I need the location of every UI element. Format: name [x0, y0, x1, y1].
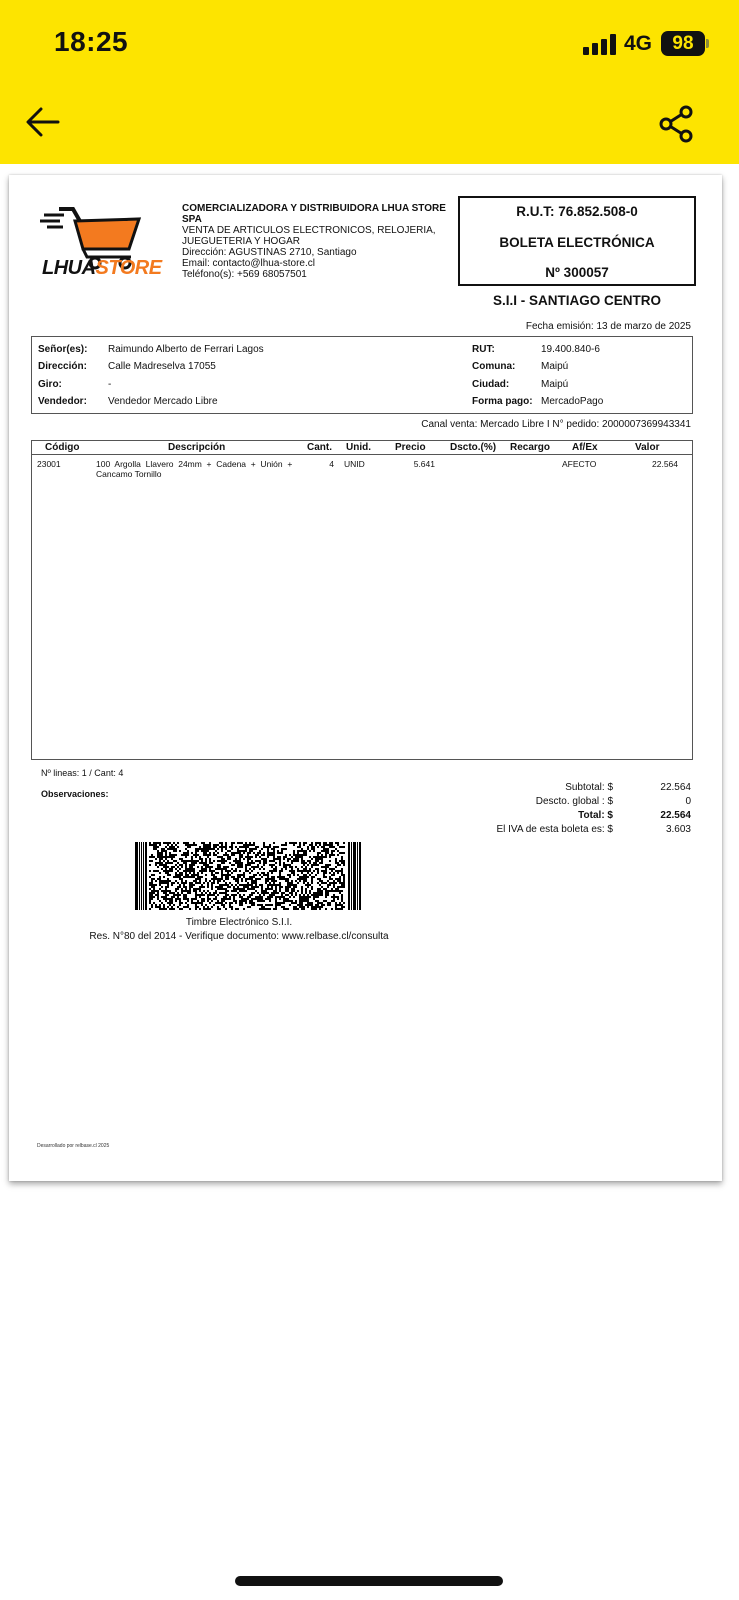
company-address: Dirección: AGUSTINAS 2710, Santiago — [182, 247, 357, 258]
senor-label: Señor(es): — [38, 344, 88, 355]
pago-value: MercadoPago — [541, 396, 604, 407]
iva-label: El IVA de esta boleta es: $ — [496, 824, 613, 835]
descto-label: Descto. global : $ — [535, 796, 613, 807]
col-descripcion: Descripción — [168, 442, 226, 453]
descto-value: 0 — [685, 796, 691, 807]
share-icon — [656, 104, 696, 144]
col-precio: Precio — [395, 442, 426, 453]
subtotal-label: Subtotal: $ — [565, 782, 613, 793]
col-codigo: Código — [45, 442, 80, 453]
direccion-label: Dirección: — [38, 361, 87, 372]
row-cant: 4 — [329, 459, 334, 469]
battery-icon: 98 — [661, 31, 705, 56]
col-valor: Valor — [635, 442, 660, 453]
sii-office: S.I.I - SANTIAGO CENTRO — [492, 293, 661, 308]
iva-value: 3.603 — [665, 824, 691, 835]
timbre-line2: Res. N°80 del 2014 - Verifique documento: www.relbase.cl/consulta — [89, 931, 389, 942]
senor-value: Raimundo Alberto de Ferrari Lagos — [108, 344, 264, 355]
comuna-value: Maipú — [541, 361, 569, 372]
col-recargo: Recargo — [510, 442, 551, 453]
col-cant: Cant. — [307, 442, 332, 453]
document-number: Nº 300057 — [545, 265, 609, 280]
rut-box — [458, 196, 696, 286]
share-button[interactable] — [656, 104, 696, 144]
row-valor: 22.564 — [652, 459, 678, 469]
company-name: COMERCIALIZADORA Y DISTRIBUIDORA LHUA STORE SPA — [182, 203, 446, 225]
client-info-box — [31, 336, 693, 414]
timbre-line1: Timbre Electrónico S.I.I. — [185, 917, 293, 928]
footer-credit: Desarrollado por relbase.cl 2025 — [37, 1143, 110, 1149]
status-time: 18:25 — [54, 26, 129, 57]
ciudad-label: Ciudad: — [472, 379, 510, 390]
document-type: BOLETA ELECTRÓNICA — [499, 235, 655, 250]
col-unid: Unid. — [346, 442, 371, 453]
home-indicator[interactable] — [235, 1576, 503, 1586]
vendedor-value: Vendedor Mercado Libre — [108, 396, 218, 407]
top-bar — [0, 0, 739, 164]
battery-tip — [706, 39, 709, 48]
company-activity: VENTA DE ARTICULOS ELECTRONICOS, RELOJERIA, JUEGUETERIA Y HOGAR — [182, 225, 436, 247]
ciudad-value: Maipú — [541, 379, 569, 390]
header-divider — [32, 454, 692, 455]
back-button[interactable] — [24, 104, 64, 140]
items-table — [31, 440, 693, 760]
observaciones-label: Observaciones: — [41, 789, 109, 799]
row-codigo: 23001 — [37, 459, 61, 469]
total-value: 22.564 — [660, 810, 691, 821]
lines-count: Nº lineas: 1 / Cant: 4 — [41, 768, 124, 778]
sales-channel: Canal venta: Mercado Libre I N° pedido: 2000007369943341 — [421, 419, 691, 430]
row-desc-line2: Cancamo Tornillo — [96, 469, 162, 479]
row-desc-line1: 100 Argolla Llavero 24mm + Cadena + Unión + — [96, 459, 293, 469]
col-afex: Af/Ex — [572, 442, 598, 453]
network-type: 4G — [624, 32, 653, 55]
row-unid: UNID — [344, 459, 365, 469]
pago-label: Forma pago: — [472, 396, 533, 407]
direccion-value: Calle Madreselva 17055 — [108, 361, 216, 372]
cellular-signal-icon — [583, 33, 619, 55]
row-afex: AFECTO — [562, 459, 597, 469]
giro-value: - — [108, 379, 112, 390]
logo-wordmark: LHUASTORE — [42, 257, 162, 279]
row-precio: 5.641 — [413, 459, 435, 469]
col-dscto: Dscto.(%) — [450, 442, 497, 453]
arrow-left-icon — [24, 104, 64, 140]
rut-value: 19.400.840-6 — [541, 344, 600, 355]
invoice-document[interactable] — [9, 175, 722, 1181]
subtotal-value: 22.564 — [660, 782, 691, 793]
giro-label: Giro: — [38, 379, 62, 390]
company-info — [182, 203, 452, 280]
company-email: Email: contacto@lhua-store.cl — [182, 258, 315, 269]
comuna-label: Comuna: — [472, 361, 516, 372]
rut-label: RUT: — [472, 344, 495, 355]
issue-date: Fecha emisión: 13 de marzo de 2025 — [525, 321, 691, 332]
issuer-rut: R.U.T: 76.852.508-0 — [516, 204, 638, 219]
company-phone: Teléfono(s): +569 68057501 — [182, 269, 307, 280]
vendedor-label: Vendedor: — [38, 396, 87, 407]
total-label: Total: $ — [578, 810, 613, 821]
pdf417-barcode-icon — [135, 842, 361, 910]
